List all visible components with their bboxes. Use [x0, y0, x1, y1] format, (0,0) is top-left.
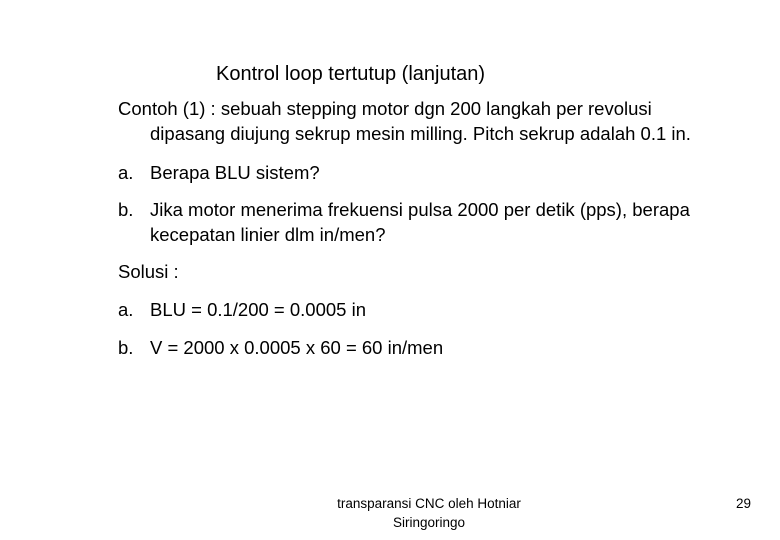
answer-a-marker: a.: [118, 299, 134, 320]
slide-title: Kontrol loop tertutup (lanjutan): [216, 63, 486, 85]
footer-credit-line-1: transparansi CNC oleh Hotniar: [337, 496, 521, 511]
question-a-marker: a.: [118, 162, 134, 183]
answer-b-marker: b.: [118, 337, 134, 358]
question-b-marker: b.: [118, 199, 134, 220]
answer-b: [118, 335, 443, 360]
answer-a: [118, 297, 366, 322]
page-number: 29: [736, 496, 752, 511]
footer-credit-line-2: Siringoringo: [392, 515, 466, 530]
question-b-text-line-1: Jika motor menerima frekuensi pulsa 2000 per detik (pps), berapa: [150, 199, 690, 220]
question-a: [118, 160, 320, 185]
question-b-text-line-2: kecepatan linier dlm in/men?: [150, 224, 386, 245]
question-b: [118, 197, 690, 222]
footer-credit: [310, 494, 548, 532]
example-line-2: dipasang diujung sekrup mesin milling. Pitch sekrup adalah 0.1 in.: [150, 123, 691, 144]
example-line-1: Contoh (1) : sebuah stepping motor dgn 200 langkah per revolusi: [118, 98, 652, 119]
answer-a-text: BLU = 0.1/200 = 0.0005 in: [150, 299, 367, 320]
question-a-text: Berapa BLU sistem?: [150, 162, 320, 183]
solution-label: Solusi :: [118, 261, 179, 282]
answer-b-text: V = 2000 x 0.0005 x 60 = 60 in/men: [150, 337, 444, 358]
